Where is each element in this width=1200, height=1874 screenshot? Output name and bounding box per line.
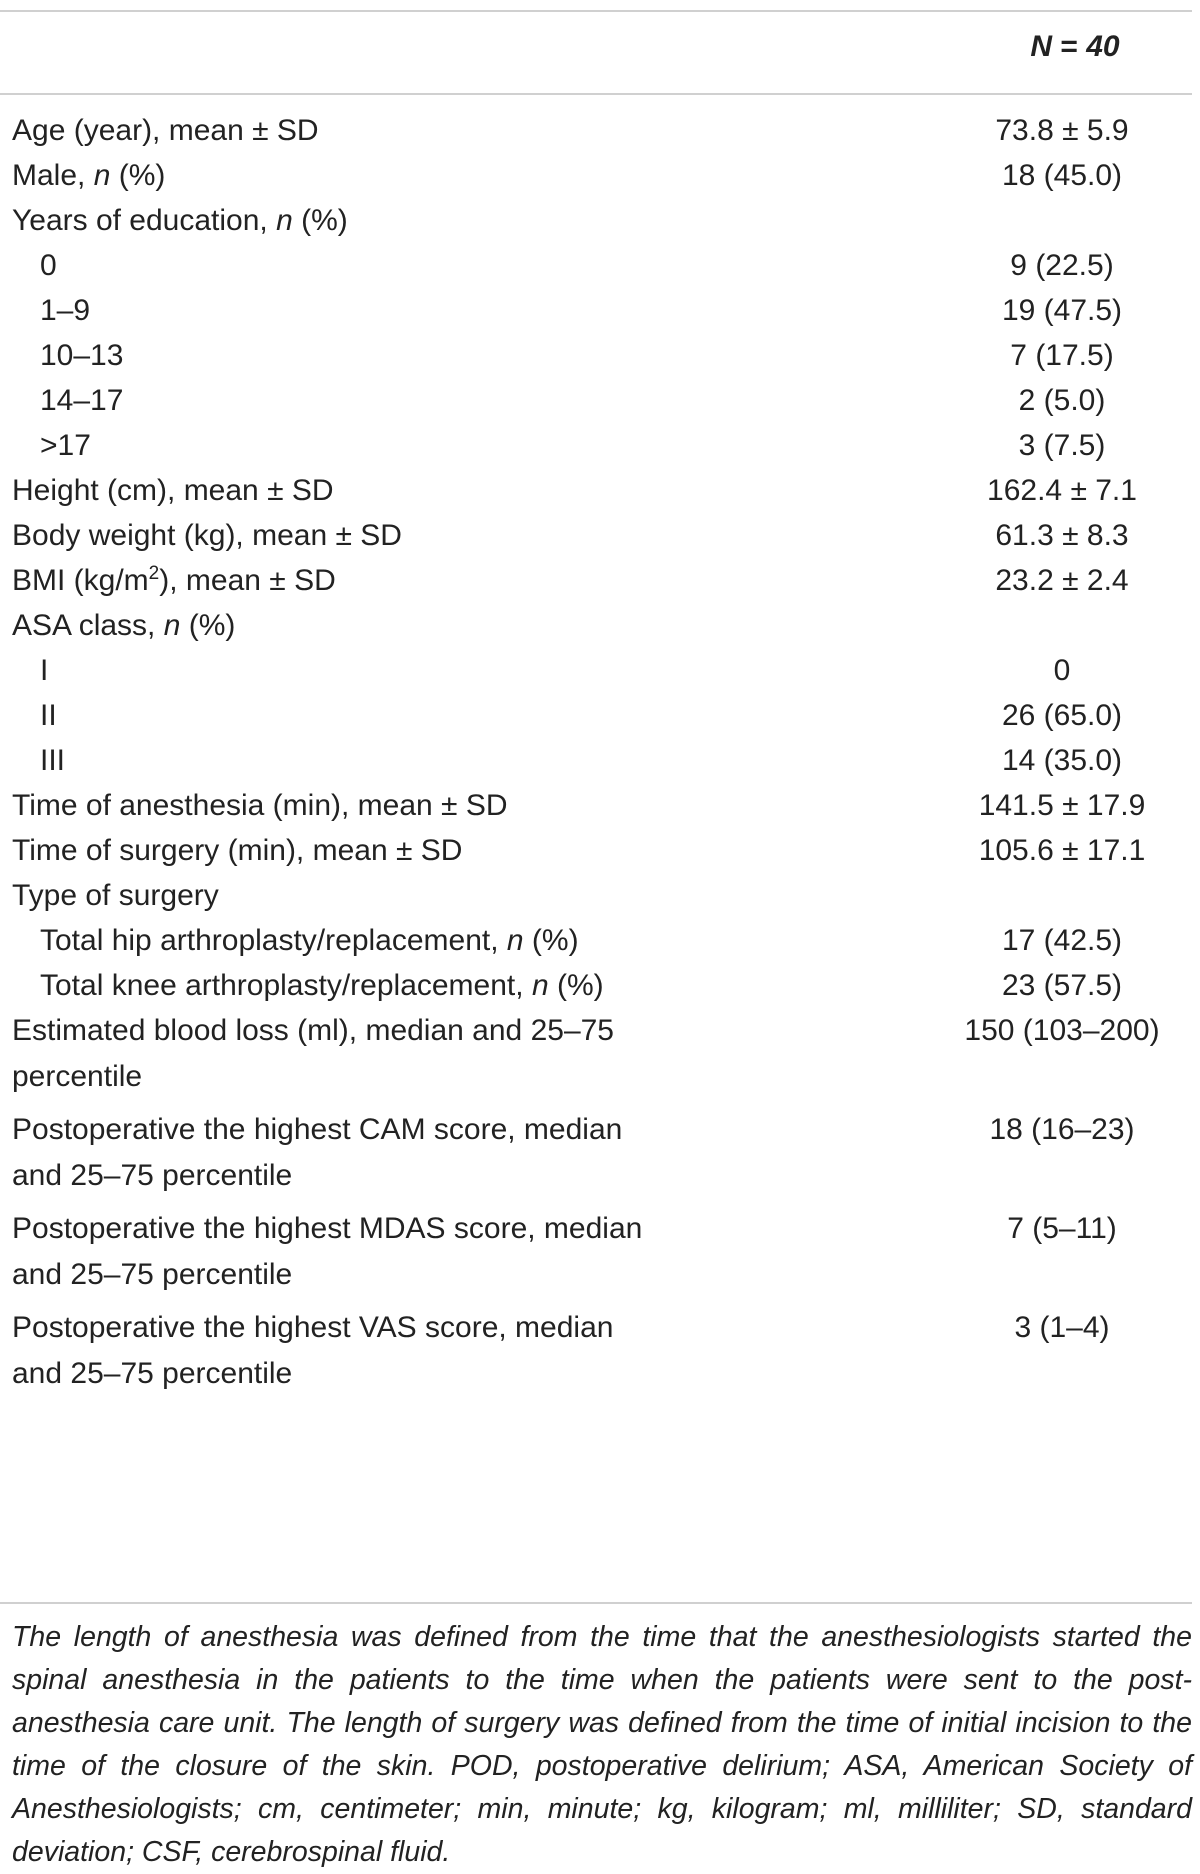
row-value: 7 (17.5) [1010, 339, 1114, 372]
table-row [12, 1206, 1192, 1305]
row-label-suffix: (%) [292, 204, 348, 237]
row-label [12, 1008, 932, 1107]
row-label [12, 828, 932, 873]
row-label-suffix: (%) [180, 609, 236, 642]
n-equals: = [1052, 30, 1087, 63]
row-label-text: BMI (kg/m [12, 564, 149, 597]
row-label [12, 1107, 932, 1206]
row-label-continuation: and 25–75 percentile [12, 1258, 293, 1291]
table-row [12, 513, 1192, 558]
row-label-text: Time of surgery (min), mean ± SD [12, 834, 463, 867]
row-label [12, 198, 932, 243]
table-row [12, 738, 1192, 783]
row-value: 9 (22.5) [1010, 249, 1114, 282]
column-header-n [960, 30, 1190, 64]
table-row [12, 108, 1192, 153]
row-value: 23 (57.5) [1001, 969, 1123, 1002]
row-label-text: Male, [12, 159, 94, 192]
row-label-continuation: and 25–75 percentile [12, 1357, 293, 1390]
row-label-text: Postoperative the highest MDAS score, median [12, 1212, 643, 1245]
row-label [12, 783, 932, 828]
row-label-italic: n [506, 924, 524, 957]
table-footnote: The length of anesthesia was defined from the time that the anesthesiologists started the spinal anesthesia in the patients to the time when the patients were sent to the post-anesthesia care unit. The length of surgery was defined from the time of initial incision to the time of the closure of the skin. POD, postoperative delirium; ASA, American Society of Anesthesiologists; cm, centimeter; min, minute; kg, kilogram; ml, milliliter; SD, standard deviation; CSF, cerebrospinal fluid. [12, 1621, 1192, 1868]
row-label-text: 10–13 [40, 339, 124, 372]
table-body [12, 108, 1192, 1404]
row-label [12, 648, 932, 693]
table-row [12, 378, 1192, 423]
row-label-text: I [40, 654, 49, 687]
row-value: 162.4 ± 7.1 [987, 474, 1137, 507]
row-label-text: Estimated blood loss (ml), median and 25–75 [12, 1014, 614, 1047]
table-row [12, 333, 1192, 378]
row-value: 61.3 ± 8.3 [995, 519, 1129, 552]
row-label [12, 108, 932, 153]
row-value: 14 (35.0) [1001, 744, 1123, 777]
row-value [932, 198, 1192, 243]
table-row [12, 603, 1192, 648]
row-label [12, 558, 932, 603]
row-value: 2 (5.0) [1018, 384, 1106, 417]
row-label-continuation: and 25–75 percentile [12, 1159, 293, 1192]
row-value: 105.6 ± 17.1 [978, 834, 1146, 867]
n-value: 40 [1086, 30, 1120, 63]
table-row [12, 288, 1192, 333]
table-row [12, 1107, 1192, 1206]
row-label-text: Total knee arthroplasty/replacement, [40, 969, 532, 1002]
row-label-text: ASA class, [12, 609, 164, 642]
row-value: 0 [1053, 654, 1071, 687]
row-label [12, 603, 932, 648]
row-value [932, 603, 1192, 648]
row-label [12, 153, 932, 198]
row-label [12, 243, 932, 288]
row-value: 150 (103–200) [964, 1014, 1160, 1047]
table-row [12, 243, 1192, 288]
row-value: 73.8 ± 5.9 [995, 114, 1129, 147]
table-row [12, 1305, 1192, 1404]
row-label-text: Type of surgery [12, 879, 219, 912]
row-label [12, 423, 932, 468]
row-label-italic: n [276, 204, 293, 237]
row-label-text: 1–9 [40, 294, 91, 327]
row-label-suffix: (%) [548, 969, 604, 1002]
row-value: 18 (16–23) [989, 1113, 1135, 1146]
characteristics-table [12, 108, 1192, 1404]
row-value: 26 (65.0) [1001, 699, 1123, 732]
row-label-text: II [40, 699, 57, 732]
row-label-text: Height (cm), mean ± SD [12, 474, 334, 507]
table-row [12, 423, 1192, 468]
row-label [12, 333, 932, 378]
row-label [12, 963, 932, 1008]
n-symbol: N [1030, 30, 1053, 63]
row-value: 141.5 ± 17.9 [978, 789, 1146, 822]
row-value: 3 (7.5) [1018, 429, 1106, 462]
table-row [12, 558, 1192, 603]
row-label-italic: n [93, 159, 111, 192]
row-label [12, 918, 932, 963]
row-label [12, 873, 932, 918]
row-label [12, 378, 932, 423]
row-value: 23.2 ± 2.4 [995, 564, 1129, 597]
row-label-continuation: percentile [12, 1060, 143, 1093]
table-row [12, 153, 1192, 198]
table-row [12, 693, 1192, 738]
row-label-text: Time of anesthesia (min), mean ± SD [12, 789, 508, 822]
bottom-rule [0, 1602, 1192, 1604]
table-row [12, 198, 1192, 243]
row-value: 17 (42.5) [1001, 924, 1123, 957]
row-label [12, 1206, 932, 1305]
row-label [12, 468, 932, 513]
header-rule [0, 93, 1192, 95]
row-label [12, 288, 932, 333]
row-value: 3 (1–4) [1014, 1311, 1110, 1344]
table-row [12, 873, 1192, 918]
table-row [12, 648, 1192, 693]
row-label-text: 0 [40, 249, 57, 282]
table-row [12, 1008, 1192, 1107]
row-label-text: III [40, 744, 66, 777]
row-label [12, 693, 932, 738]
row-label-italic: n [531, 969, 549, 1002]
row-label-suffix: (%) [110, 159, 166, 192]
row-label-text: Age (year), mean ± SD [12, 114, 319, 147]
row-label-text: 14–17 [40, 384, 124, 417]
row-label [12, 513, 932, 558]
row-label-italic: n [163, 609, 181, 642]
row-label-text: Total hip arthroplasty/replacement, [40, 924, 507, 957]
row-label-text: Body weight (kg), mean ± SD [12, 519, 402, 552]
table-row [12, 468, 1192, 513]
row-label [12, 1305, 932, 1404]
row-value: 18 (45.0) [1001, 159, 1123, 192]
row-value [932, 873, 1192, 918]
row-label-suffix: ), mean ± SD [159, 564, 336, 597]
row-label-text: Postoperative the highest VAS score, median [12, 1311, 614, 1344]
row-label-superscript: 2 [148, 563, 160, 584]
row-label-text: >17 [40, 429, 91, 462]
row-label [12, 738, 932, 783]
table-row [12, 783, 1192, 828]
table-row [12, 963, 1192, 1008]
row-label-suffix: (%) [523, 924, 579, 957]
row-label-text: Postoperative the highest CAM score, median [12, 1113, 623, 1146]
row-value: 19 (47.5) [1001, 294, 1123, 327]
row-value: 7 (5–11) [1007, 1212, 1117, 1245]
table-row [12, 918, 1192, 963]
row-label-text: Years of education, [12, 204, 277, 237]
top-rule [0, 10, 1192, 12]
table-row [12, 828, 1192, 873]
